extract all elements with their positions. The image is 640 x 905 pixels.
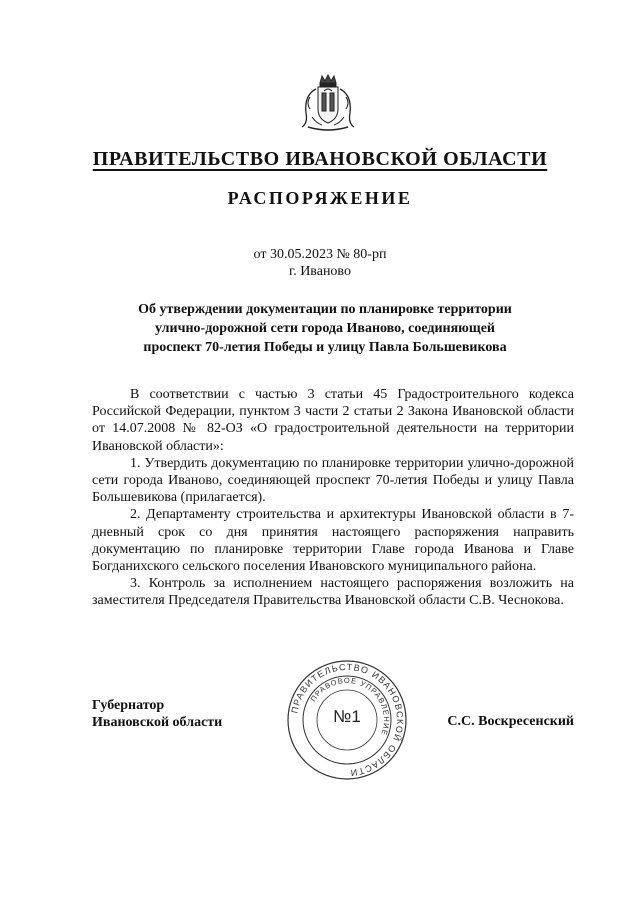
document-type: РАСПОРЯЖЕНИЕ (227, 188, 413, 208)
signatory-position (92, 697, 222, 731)
item-paragraph-3: 3. Контроль за исполнением настоящего распоряжения возложить на заместителя Председателя Правительства Ивановской области С.В. Чеснокова. (92, 576, 574, 609)
document-subject (80, 300, 570, 357)
item-paragraph-2: 2. Департаменту строительства и архитектуры Ивановской области в 7-дневный срок со дня принятия настоящего распоряжения направить документацию по планировке территории Главе города Иванова и Главе Богданихского сельского поселения Ивановского муниципального района. (92, 507, 574, 575)
subject-line-2: улично-дорожной сети города Иваново, соединяющей (155, 321, 495, 336)
date-number: от 30.05.2023 № 80-рп (253, 247, 387, 262)
position-line-2: Ивановской области (92, 715, 223, 730)
document-body (92, 386, 574, 610)
subject-line-3: проспект 70-летия Победы и улицу Павла Большевикова (143, 340, 507, 355)
signatory-name: С.С. Воскресенский (447, 714, 574, 729)
document-meta (0, 246, 640, 280)
stamp-outer-text: ПРАВИТЕЛЬСТВО ИВАНОВСКОЙ ОБЛАСТИ (289, 661, 406, 779)
subject-line-1: Об утверждении документации по планировке территории (138, 302, 512, 317)
stamp-inner-text: ПРАВОВОЕ УПРАВЛЕНИЕ (308, 675, 392, 738)
city: г. Иваново (289, 264, 351, 279)
position-line-1: Губернатор (92, 698, 165, 713)
government-title: ПРАВИТЕЛЬСТВО ИВАНОВСКОЙ ОБЛАСТИ (92, 148, 548, 170)
stamp-number: №1 (333, 707, 361, 726)
coat-of-arms-icon (296, 73, 360, 131)
preamble-paragraph: В соответствии с частью 3 статьи 45 Градостроительного кодекса Российской Федерации, пунктом 3 части 2 статьи 2 Закона Ивановской области от 14.07.2008 № 82-ОЗ «О градостроительной деятельности на территории Ивановской области»: (92, 387, 574, 454)
item-paragraph-1: 1. Утвердить документацию по планировке территории улично-дорожной сети города Иваново, соединяющей проспект 70-летия Победы и улицу Павла Большевикова (прилагается). (92, 455, 574, 506)
